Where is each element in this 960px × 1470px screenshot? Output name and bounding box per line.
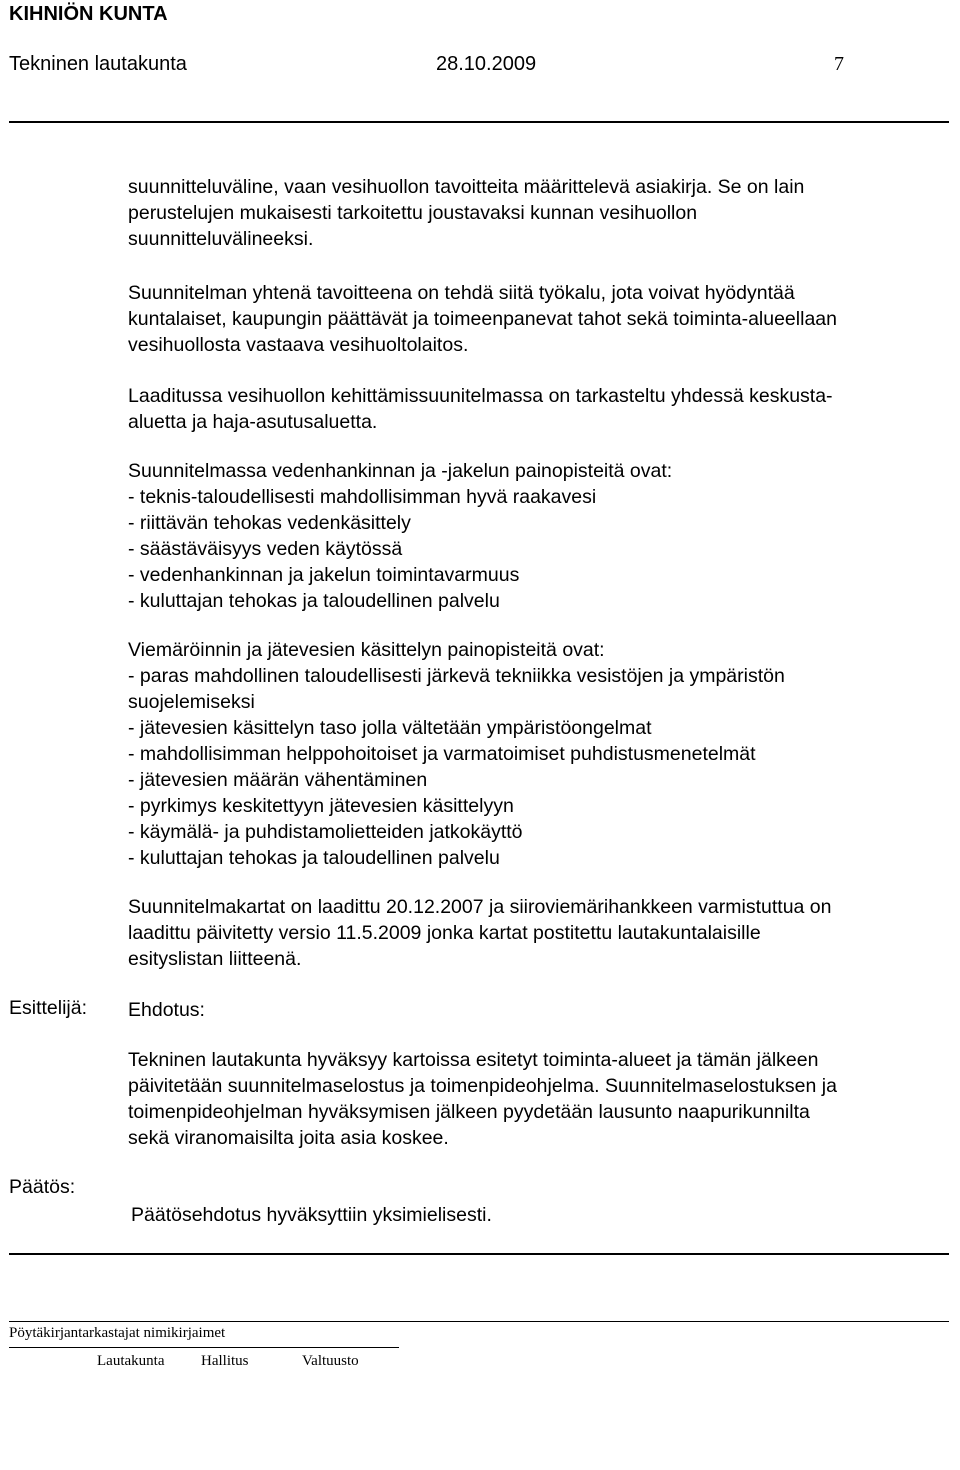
paragraph-3: Laaditussa vesihuollon kehittämissuunitelmassa on tarkasteltu yhdessä keskusta- aluetta ja haja-asutusaluetta. — [128, 385, 833, 433]
footer-top-rule — [9, 1321, 949, 1322]
water-supply-priorities: Suunnitelmassa vedenhankinnan ja -jakelun painopisteitä ovat: - teknis-taloudellisesti mahdollisimman hyvä raakavesi - riittävän tehokas vedenkäsittely - säästäväisyys veden käytössä - vedenhankinnan ja jakelun toimintavarmuus - kuluttajan tehokas ja taloudellinen palvelu — [128, 458, 948, 614]
footer-title: Pöytäkirjantarkastajat nimikirjaimet — [9, 1325, 226, 1341]
list-item: - riittävän tehokas vedenkäsittely — [128, 512, 411, 534]
page-number: 7 — [834, 53, 844, 75]
list-item: - teknis-taloudellisesti mahdollisimman hyvä raakavesi — [128, 486, 597, 508]
footer-col-council: Valtuusto — [302, 1353, 359, 1369]
footer-col-board: Lautakunta — [97, 1353, 165, 1369]
list-item: - kuluttajan tehokas ja taloudellinen palvelu — [128, 847, 500, 869]
footer-title-rule — [9, 1347, 399, 1348]
header-rule — [9, 121, 949, 123]
sewerage-priorities: Viemäröinnin ja jätevesien käsittelyn painopisteitä ovat: - paras mahdollinen taloudellisesti järkevä tekniikka vesistöjen ja ympäristön suojelemiseksi - jätevesien käsittelyn taso jolla vältetään ympäristöongelmat - mahdollisimman helppohoitoiset ja varmatoimiset puhdistusmenetelmät - jätevesien määrän vähentäminen - pyrkimys keskitettyyn jätevesien käsittelyyn - käymälä- ja puhdistamolietteiden jatkokäyttö - kuluttajan tehokas ja taloudellinen palvelu — [128, 637, 948, 871]
list-item: - jätevesien määrän vähentäminen — [128, 769, 428, 791]
organization-name: KIHNIÖN KUNTA — [9, 3, 168, 25]
meeting-date: 28.10.2009 — [436, 53, 537, 75]
decision-rule — [9, 1253, 949, 1255]
footer-col-government: Hallitus — [201, 1353, 249, 1369]
list-item: - kuluttajan tehokas ja taloudellinen palvelu — [128, 590, 500, 612]
list-item: - jätevesien käsittelyn taso jolla vältetään ympäristöongelmat — [128, 717, 652, 739]
list-item: - pyrkimys keskitettyyn jätevesien käsittelyyn — [128, 795, 514, 817]
presenter-label: Esittelijä: — [9, 997, 88, 1019]
list-item: - säästäväisyys veden käytössä — [128, 538, 403, 560]
decision-text: Päätösehdotus hyväksyttiin yksimielisesti. — [131, 1204, 492, 1226]
proposal-label: Ehdotus: — [128, 999, 205, 1021]
list-item: - mahdollisimman helppohoitoiset ja varmatoimiset puhdistusmenetelmät — [128, 743, 756, 765]
paragraph-1: suunnitteluväline, vaan vesihuollon tavoitteita määrittelevä asiakirja. Se on lain perustelujen mukaisesti tarkoitettu joustavaksi kunnan vesihuollon suunnitteluvälineeksi. — [128, 176, 805, 250]
decision-label: Päätös: — [9, 1176, 76, 1198]
committee-name: Tekninen lautakunta — [9, 53, 187, 75]
list-item: - paras mahdollinen taloudellisesti järkevä tekniikka vesistöjen ja ympäristön — [128, 665, 785, 687]
paragraph-maps: Suunnitelmakartat on laadittu 20.12.2007 ja siiroviemärihankkeen varmistuttua on laadittu päivitetty versio 11.5.2009 jonka kartat postitettu lautakuntalaisille esityslistan liitteenä. — [128, 896, 832, 970]
proposal-text: Tekninen lautakunta hyväksyy kartoissa esitetyt toiminta-alueet ja tämän jälkeen päivitetään suunnitelmaselostus ja toimenpideohjelma. Suunnitelmaselostuksen ja toimenpideohjelman hyväksymisen jälkeen pyydetään lausunto naapurikunnilta sekä viranomaisilta joita asia koskee. — [128, 1049, 837, 1149]
list-item: - käymälä- ja puhdistamolietteiden jatkokäyttö — [128, 821, 523, 843]
paragraph-2: Suunnitelman yhtenä tavoitteena on tehdä siitä työkalu, jota voivat hyödyntää kuntalaiset, kaupungin päättävät ja toimeenpanevat tahot sekä toiminta-alueellaan vesihuollosta vastaava vesihuoltolaitos. — [128, 282, 837, 356]
list-item: - vedenhankinnan ja jakelun toimintavarmuus — [128, 564, 520, 586]
